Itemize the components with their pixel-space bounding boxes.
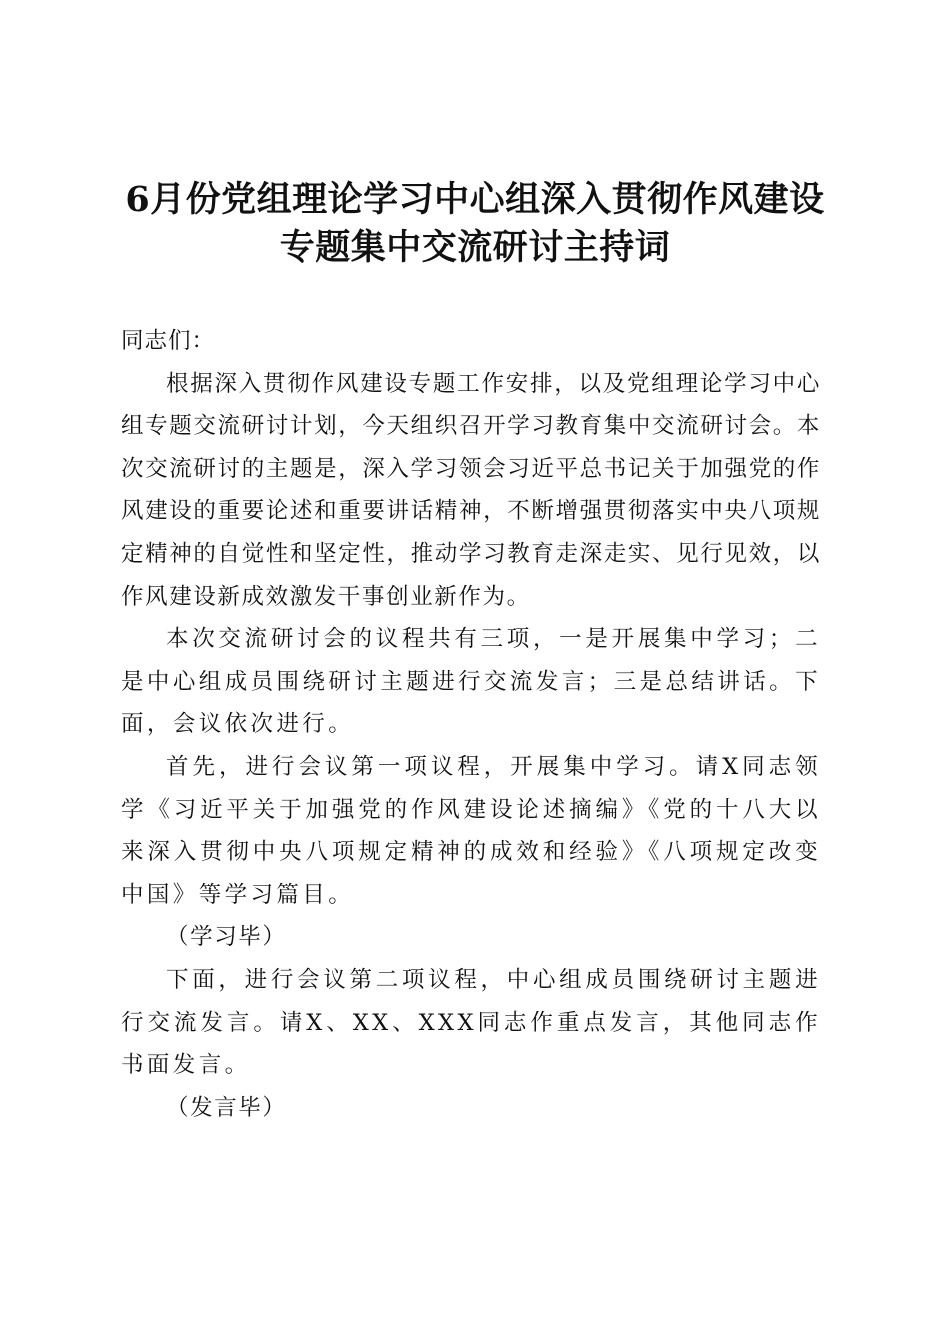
paragraph-speech-end: （发言毕） <box>166 1094 287 1121</box>
title-line-1: 6月份党组理论学习中心组深入贯彻作风建设 <box>125 179 825 220</box>
title-line-2: 专题集中交流研讨主持词 <box>279 227 671 268</box>
salutation: 同志们： <box>121 328 216 354</box>
paragraph-agenda: 本次交流研讨会的议程共有三项，一是开展集中学习；二是中心组成员围绕研讨主题进行交流发言；三是总结讲话。下面，会议依次进行。 <box>121 626 821 738</box>
paragraph-intro: 根据深入贯彻作风建设专题工作安排，以及党组理论学习中心组专题交流研讨计划，今天组织召开学习教育集中交流研讨会。本次交流研讨的主题是，深入学习领会习近平总书记关于加强党的作风建设的重要论述和重要讲话精神，不断增强贯彻落实中央八项规定精神的自觉性和坚定性，推动学习教育走深走实、见行见效，以作风建设新成效激发干事创业新作为。 <box>121 370 821 610</box>
paragraph-first-item: 首先，进行会议第一项议程，开展集中学习。请X同志领学《习近平关于加强党的作风建设论述摘编》《党的十八大以来深入贯彻中央八项规定精神的成效和经验》《八项规定改变中国》等学习篇目。 <box>121 753 821 908</box>
paragraph-second-item: 下面，进行会议第二项议程，中心组成员围绕研讨主题进行交流发言。请X、XX、XXX同志作重点发言，其他同志作书面发言。 <box>121 966 821 1079</box>
document-title <box>100 176 850 272</box>
paragraph-study-end: （学习毕） <box>166 924 287 951</box>
document-body <box>121 320 821 1129</box>
